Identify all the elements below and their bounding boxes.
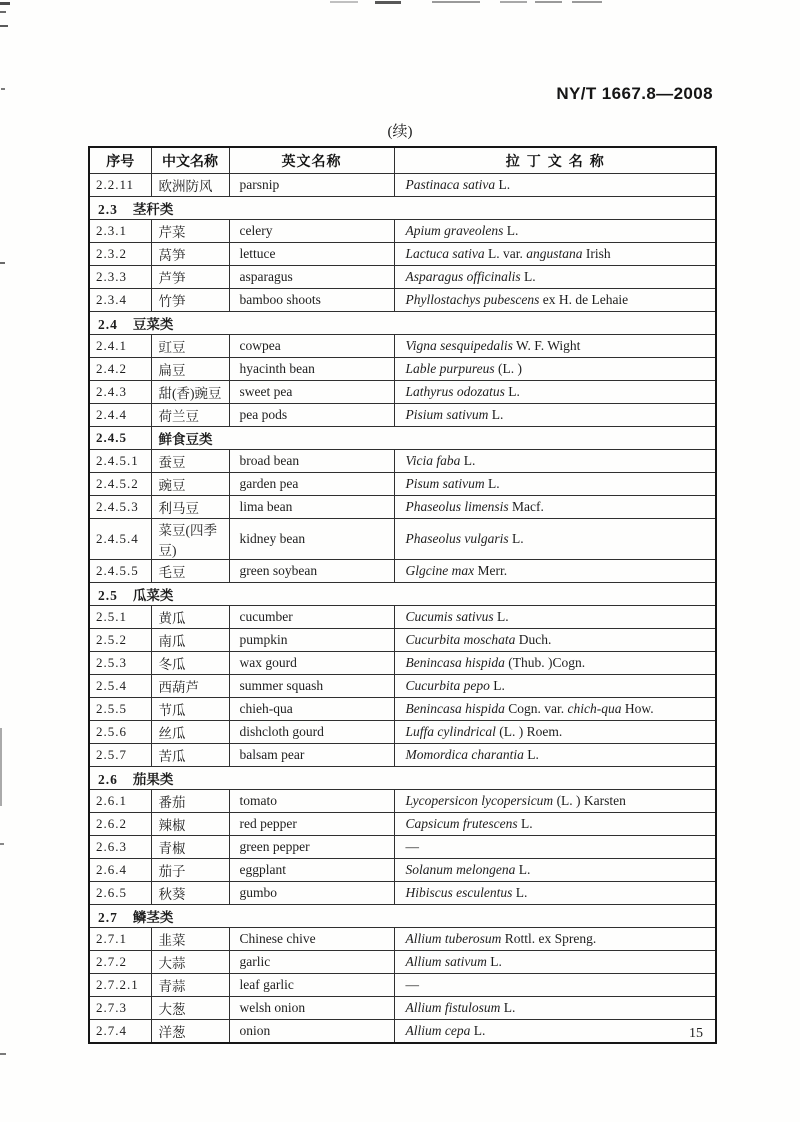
english-name-cell: onion — [229, 1020, 394, 1044]
chinese-name-cell: 甜(香)豌豆 — [151, 381, 229, 404]
serial-cell: 2.6.1 — [89, 790, 151, 813]
table-header — [89, 147, 716, 174]
english-name-cell: chieh-qua — [229, 698, 394, 721]
serial-cell: 2.5.5 — [89, 698, 151, 721]
english-name-cell: lettuce — [229, 243, 394, 266]
latin-name-cell — [394, 335, 716, 358]
latin-segment: Pastinaca sativa — [405, 177, 496, 192]
chinese-name-cell: 芦笋 — [151, 266, 229, 289]
chinese-name-cell: 利马豆 — [151, 496, 229, 519]
latin-segment: Cogn. var. — [508, 701, 565, 716]
scan-artifact — [0, 262, 5, 264]
latin-segment: Phaseolus limensis — [405, 499, 509, 514]
latin-segment: Merr. — [477, 563, 508, 578]
latin-name-cell — [394, 721, 716, 744]
latin-segment: Pisium sativum — [405, 407, 489, 422]
latin-segment: Vigna sesquipedalis — [405, 338, 513, 353]
section-row — [89, 197, 716, 220]
serial-cell: 2.4.5 — [89, 427, 151, 450]
section-title-cell: 鲜食豆类 — [151, 427, 716, 450]
table-row — [89, 381, 716, 404]
english-name-cell: leaf garlic — [229, 974, 394, 997]
chinese-name-cell: 青蒜 — [151, 974, 229, 997]
latin-segment: angustana — [526, 246, 583, 261]
latin-name-cell — [394, 928, 716, 951]
latin-segment: Apium graveolens — [405, 223, 504, 238]
chinese-name-cell: 青椒 — [151, 836, 229, 859]
latin-segment: L. — [508, 384, 520, 399]
latin-segment: (L. ) Roem. — [499, 724, 563, 739]
latin-segment: L. — [512, 531, 524, 546]
english-name-cell: dishcloth gourd — [229, 721, 394, 744]
page-number: 15 — [689, 1026, 703, 1041]
table-row — [89, 859, 716, 882]
latin-segment: Lable purpureus — [405, 361, 495, 376]
column-header-zh: 中文名称 — [151, 147, 229, 174]
english-name-cell: wax gourd — [229, 652, 394, 675]
english-name-cell: summer squash — [229, 675, 394, 698]
continued-label: (续) — [387, 124, 413, 140]
english-name-cell: celery — [229, 220, 394, 243]
chinese-name-cell: 竹笋 — [151, 289, 229, 312]
latin-name-cell — [394, 496, 716, 519]
table-row — [89, 721, 716, 744]
latin-segment: Cucurbita moschata — [405, 632, 516, 647]
table-row — [89, 928, 716, 951]
latin-segment: Allium tuberosum — [405, 931, 502, 946]
subsection-row — [89, 427, 716, 450]
latin-segment: L. — [518, 862, 531, 877]
english-name-cell: garlic — [229, 951, 394, 974]
table-row — [89, 560, 716, 583]
latin-segment: Hibiscus esculentus — [405, 885, 513, 900]
chinese-name-cell: 韭菜 — [151, 928, 229, 951]
scan-artifact — [432, 1, 480, 3]
table-row — [89, 698, 716, 721]
latin-segment: L. — [493, 678, 505, 693]
table-row — [89, 243, 716, 266]
table-row — [89, 496, 716, 519]
serial-cell: 2.3.2 — [89, 243, 151, 266]
serial-cell: 2.7.2 — [89, 951, 151, 974]
serial-cell: 2.4.4 — [89, 404, 151, 427]
latin-segment: Asparagus officinalis — [405, 269, 521, 284]
chinese-name-cell: 茄子 — [151, 859, 229, 882]
latin-segment: Benincasa hispida — [405, 701, 505, 716]
chinese-name-cell: 辣椒 — [151, 813, 229, 836]
table-row — [89, 997, 716, 1020]
serial-cell: 2.5.3 — [89, 652, 151, 675]
chinese-name-cell: 菜豆(四季豆) — [151, 519, 229, 560]
chinese-name-cell: 豌豆 — [151, 473, 229, 496]
latin-segment: Macf. — [512, 499, 544, 514]
latin-segment: (L. ) Karsten — [556, 793, 626, 808]
chinese-name-cell: 欧洲防风 — [151, 174, 229, 197]
table-row — [89, 358, 716, 381]
section-row — [89, 312, 716, 335]
table-row — [89, 882, 716, 905]
english-name-cell: green soybean — [229, 560, 394, 583]
latin-segment: ex H. de Lehaie — [542, 292, 629, 307]
chinese-name-cell: 节瓜 — [151, 698, 229, 721]
latin-name-cell — [394, 882, 716, 905]
latin-segment: Momordica charantia — [405, 747, 524, 762]
table-body — [89, 174, 716, 1044]
english-name-cell: kidney bean — [229, 519, 394, 560]
serial-cell: 2.7.2.1 — [89, 974, 151, 997]
serial-cell: 2.5.6 — [89, 721, 151, 744]
table-row — [89, 675, 716, 698]
latin-name-cell — [394, 289, 716, 312]
latin-segment: L. — [473, 1023, 486, 1038]
table-row — [89, 974, 716, 997]
latin-segment: chich-qua — [567, 701, 622, 716]
latin-segment: (L. ) — [498, 361, 523, 376]
scan-artifact — [572, 1, 602, 3]
english-name-cell: welsh onion — [229, 997, 394, 1020]
latin-name-cell — [394, 560, 716, 583]
section-row — [89, 905, 716, 928]
latin-segment: Benincasa hispida — [405, 655, 505, 670]
vegetable-names-table — [88, 146, 717, 1044]
english-name-cell: green pepper — [229, 836, 394, 859]
serial-cell: 2.6.2 — [89, 813, 151, 836]
latin-name-cell — [394, 358, 716, 381]
latin-segment: L. — [488, 476, 500, 491]
chinese-name-cell: 黄瓜 — [151, 606, 229, 629]
chinese-name-cell: 南瓜 — [151, 629, 229, 652]
latin-segment: L. — [521, 816, 533, 831]
column-header-no: 序号 — [89, 147, 151, 174]
section-title-cell: 2.3 茎秆类 — [89, 197, 716, 220]
latin-name-cell — [394, 698, 716, 721]
english-name-cell: bamboo shoots — [229, 289, 394, 312]
serial-cell: 2.2.11 — [89, 174, 151, 197]
latin-segment: How. — [624, 701, 654, 716]
latin-segment: L. — [490, 954, 502, 969]
latin-segment: L. — [524, 269, 536, 284]
latin-segment: L. — [463, 453, 476, 468]
serial-cell: 2.3.3 — [89, 266, 151, 289]
section-title-cell: 2.4 豆菜类 — [89, 312, 716, 335]
chinese-name-cell: 扁豆 — [151, 358, 229, 381]
serial-cell: 2.7.4 — [89, 1020, 151, 1044]
serial-cell: 2.4.5.2 — [89, 473, 151, 496]
table-row — [89, 404, 716, 427]
latin-segment: — — [405, 977, 419, 992]
latin-segment: L. — [497, 609, 509, 624]
table-row — [89, 629, 716, 652]
serial-cell: 2.3.4 — [89, 289, 151, 312]
chinese-name-cell: 芹菜 — [151, 220, 229, 243]
latin-name-cell — [394, 675, 716, 698]
table-row — [89, 473, 716, 496]
latin-segment: L. var. — [488, 246, 523, 261]
english-name-cell: tomato — [229, 790, 394, 813]
standard-number: NY/T 1667.8—2008 — [556, 84, 713, 103]
chinese-name-cell: 荷兰豆 — [151, 404, 229, 427]
latin-segment: Luffa cylindrical — [405, 724, 496, 739]
latin-name-cell — [394, 629, 716, 652]
latin-segment: L. — [498, 177, 511, 192]
serial-cell: 2.6.4 — [89, 859, 151, 882]
latin-segment: L. — [506, 223, 519, 238]
latin-segment: — — [405, 839, 419, 854]
chinese-name-cell: 冬瓜 — [151, 652, 229, 675]
latin-segment: L. — [527, 747, 539, 762]
latin-segment: L. — [491, 407, 504, 422]
english-name-cell: cucumber — [229, 606, 394, 629]
chinese-name-cell: 秋葵 — [151, 882, 229, 905]
latin-name-cell — [394, 266, 716, 289]
serial-cell: 2.4.1 — [89, 335, 151, 358]
serial-cell: 2.3.1 — [89, 220, 151, 243]
table-row — [89, 266, 716, 289]
english-name-cell: eggplant — [229, 859, 394, 882]
latin-segment: Pisum sativum — [405, 476, 485, 491]
table-row — [89, 951, 716, 974]
serial-cell: 2.6.3 — [89, 836, 151, 859]
latin-name-cell — [394, 220, 716, 243]
latin-segment: Solanum melongena — [405, 862, 516, 877]
serial-cell: 2.7.1 — [89, 928, 151, 951]
scan-artifact — [0, 11, 6, 13]
latin-segment: Lactuca sativa — [405, 246, 485, 261]
english-name-cell: asparagus — [229, 266, 394, 289]
english-name-cell: Chinese chive — [229, 928, 394, 951]
table-row — [89, 450, 716, 473]
chinese-name-cell: 洋葱 — [151, 1020, 229, 1044]
serial-cell: 2.5.4 — [89, 675, 151, 698]
latin-segment: Lathyrus odozatus — [405, 384, 505, 399]
latin-segment: L. — [503, 1000, 516, 1015]
scan-artifact — [535, 1, 562, 3]
latin-segment: Allium cepa — [405, 1023, 471, 1038]
chinese-name-cell: 大葱 — [151, 997, 229, 1020]
latin-segment: Cucumis sativus — [405, 609, 494, 624]
serial-cell: 2.4.5.4 — [89, 519, 151, 560]
english-name-cell: gumbo — [229, 882, 394, 905]
latin-name-cell — [394, 813, 716, 836]
serial-cell: 2.4.5.1 — [89, 450, 151, 473]
scan-artifact — [0, 25, 8, 27]
latin-name-cell — [394, 450, 716, 473]
latin-segment: Rottl. ex Spreng. — [504, 931, 597, 946]
english-name-cell: red pepper — [229, 813, 394, 836]
latin-segment: Lycopersicon lycopersicum — [405, 793, 554, 808]
serial-cell: 2.7.3 — [89, 997, 151, 1020]
serial-cell: 2.4.5.5 — [89, 560, 151, 583]
column-header-en: 英文名称 — [229, 147, 394, 174]
latin-name-cell — [394, 790, 716, 813]
chinese-name-cell: 豇豆 — [151, 335, 229, 358]
latin-name-cell — [394, 404, 716, 427]
latin-segment: Capsicum frutescens — [405, 816, 518, 831]
latin-name-cell — [394, 606, 716, 629]
latin-segment: Allium sativum — [405, 954, 487, 969]
scan-artifact — [0, 1053, 6, 1055]
table-row — [89, 744, 716, 767]
column-header-latin: 拉丁文名称 — [394, 147, 716, 174]
english-name-cell: garden pea — [229, 473, 394, 496]
latin-segment: Phyllostachys pubescens — [405, 292, 540, 307]
scan-artifact — [0, 843, 4, 845]
english-name-cell: pumpkin — [229, 629, 394, 652]
serial-cell: 2.5.7 — [89, 744, 151, 767]
chinese-name-cell: 番茄 — [151, 790, 229, 813]
scan-artifact — [0, 728, 2, 806]
latin-segment: (Thub. )Cogn. — [508, 655, 586, 670]
latin-name-cell — [394, 997, 716, 1020]
latin-segment: Glgcine max — [405, 563, 475, 578]
chinese-name-cell: 苦瓜 — [151, 744, 229, 767]
section-row — [89, 583, 716, 606]
chinese-name-cell: 西葫芦 — [151, 675, 229, 698]
english-name-cell: parsnip — [229, 174, 394, 197]
latin-segment: Phaseolus vulgaris — [405, 531, 509, 546]
table-row — [89, 1020, 716, 1044]
english-name-cell: hyacinth bean — [229, 358, 394, 381]
latin-segment: Cucurbita pepo — [405, 678, 490, 693]
chinese-name-cell: 蚕豆 — [151, 450, 229, 473]
table-row — [89, 174, 716, 197]
scan-artifact — [0, 2, 10, 5]
chinese-name-cell: 大蒜 — [151, 951, 229, 974]
latin-segment: Duch. — [518, 632, 552, 647]
serial-cell: 2.4.5.3 — [89, 496, 151, 519]
serial-cell: 2.4.2 — [89, 358, 151, 381]
section-title-cell: 2.5 瓜菜类 — [89, 583, 716, 606]
latin-segment: W. F. Wight — [516, 338, 581, 353]
english-name-cell: broad bean — [229, 450, 394, 473]
table-row — [89, 790, 716, 813]
latin-name-cell — [394, 974, 716, 997]
latin-name-cell — [394, 243, 716, 266]
serial-cell: 2.5.1 — [89, 606, 151, 629]
latin-name-cell — [394, 836, 716, 859]
latin-segment: Irish — [585, 246, 611, 261]
serial-cell: 2.4.3 — [89, 381, 151, 404]
table-row — [89, 836, 716, 859]
table-row — [89, 220, 716, 243]
scan-artifact — [1, 88, 5, 90]
latin-name-cell — [394, 951, 716, 974]
latin-name-cell — [394, 1020, 716, 1044]
table-row — [89, 335, 716, 358]
latin-name-cell — [394, 744, 716, 767]
scan-artifact — [330, 1, 358, 3]
latin-name-cell — [394, 652, 716, 675]
english-name-cell: lima bean — [229, 496, 394, 519]
section-title-cell: 2.7 鳞茎类 — [89, 905, 716, 928]
section-row — [89, 767, 716, 790]
latin-name-cell — [394, 174, 716, 197]
english-name-cell: sweet pea — [229, 381, 394, 404]
table-row — [89, 519, 716, 560]
table-row — [89, 289, 716, 312]
table-row — [89, 813, 716, 836]
scan-artifact — [375, 1, 401, 4]
serial-cell: 2.6.5 — [89, 882, 151, 905]
latin-name-cell — [394, 859, 716, 882]
english-name-cell: balsam pear — [229, 744, 394, 767]
chinese-name-cell: 毛豆 — [151, 560, 229, 583]
chinese-name-cell: 莴笋 — [151, 243, 229, 266]
latin-name-cell — [394, 473, 716, 496]
english-name-cell: pea pods — [229, 404, 394, 427]
scan-artifact — [500, 1, 527, 3]
serial-cell: 2.5.2 — [89, 629, 151, 652]
latin-name-cell — [394, 381, 716, 404]
latin-segment: L. — [515, 885, 528, 900]
latin-segment: Vicia faba — [405, 453, 461, 468]
table-row — [89, 606, 716, 629]
latin-name-cell — [394, 519, 716, 560]
english-name-cell: cowpea — [229, 335, 394, 358]
table-row — [89, 652, 716, 675]
chinese-name-cell: 丝瓜 — [151, 721, 229, 744]
table-header-row — [89, 147, 716, 174]
latin-segment: Allium fistulosum — [405, 1000, 501, 1015]
section-title-cell: 2.6 茄果类 — [89, 767, 716, 790]
